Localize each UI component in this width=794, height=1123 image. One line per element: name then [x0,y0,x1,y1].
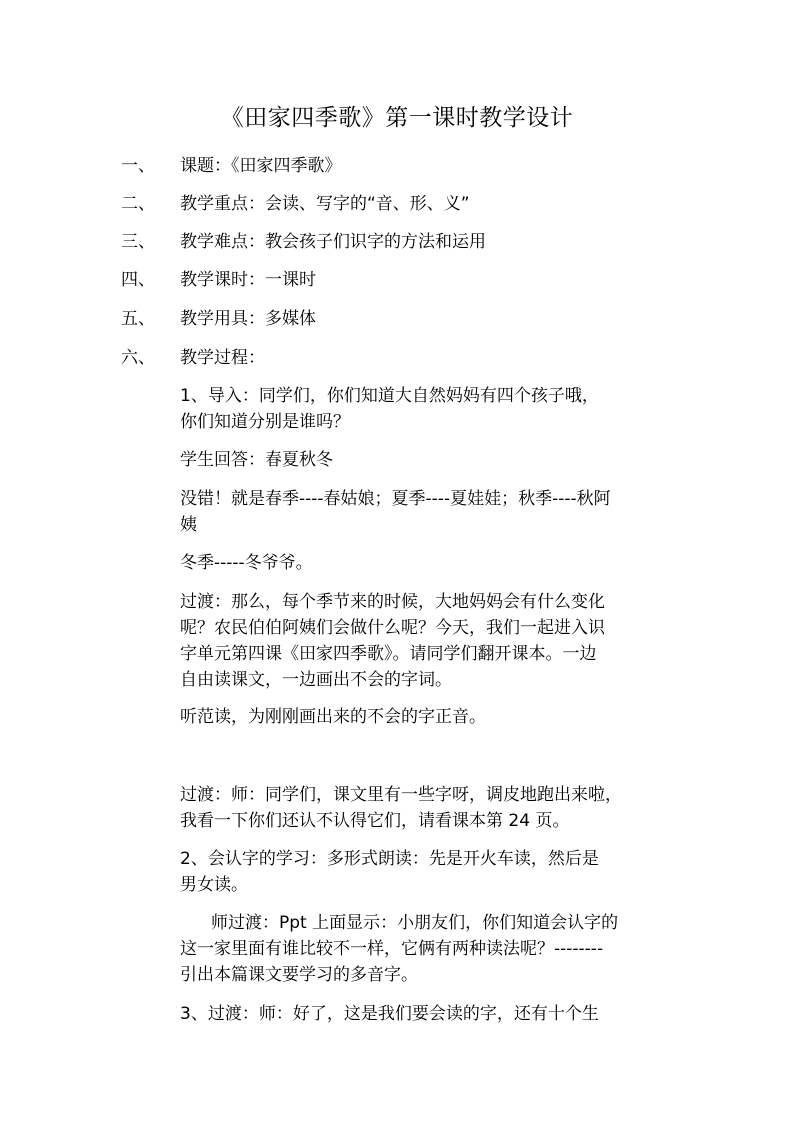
paragraph-line: 没错！就是春季----春姑娘；夏季----夏娃娃；秋季----秋阿 [180,489,611,509]
list-item-topic [121,153,342,179]
paragraph-line: 3、过渡：师：好了，这是我们要会读的字，还有十个生 [180,1004,599,1024]
list-text: 教学重点：会读、写字的“音、形、义” [180,194,470,214]
paragraph-ppt-transition [180,910,678,988]
paragraph-line: 字单元第四课《田家四季歌》。请同学们翻开课本。一边 [180,644,597,664]
paragraph-student-answer [180,447,678,473]
paragraph-line: 引出本篇课文要学习的多音字。 [180,965,418,985]
list-number: 二、 [121,194,155,214]
list-text: 教学课时：一课时 [180,270,316,290]
paragraph-introduction [180,383,678,435]
paragraph-seasons [180,486,678,538]
list-number: 一、 [121,156,155,176]
list-text: 教学用具：多媒体 [180,309,316,329]
list-number: 四、 [121,270,155,290]
list-item-class-hours [121,267,316,293]
paragraph-recognition [180,846,678,898]
list-item-difficulties [121,229,486,255]
paragraph-line: 你们知道分别是谁吗？ [180,412,350,432]
list-item-process [121,345,265,371]
paragraph-winter [180,550,678,576]
paragraph-line: 学生回答：春夏秋冬 [180,450,333,470]
list-number: 三、 [121,232,155,252]
list-text: 课题：《田家四季歌》 [180,156,342,176]
list-number: 六、 [121,348,155,368]
page-title: 《田家四季歌》第一课时教学设计 [220,105,574,131]
paragraph-line: 2、会认字的学习：多形式朗读：先是开火车读，然后是 [180,849,599,869]
paragraph-line: 男女读。 [180,875,248,895]
paragraph-line: 1、导入：同学们，你们知道大自然妈妈有四个孩子哦， [180,386,599,406]
paragraph-line: 我看一下你们还认不认得它们，请看课本第 24 页。 [180,811,570,831]
paragraph-transition-2 [180,782,678,834]
paragraph-transition-1 [180,589,678,693]
paragraph-line: 师过渡：Ppt 上面显示：小朋友们，你们知道会认字的 [211,913,619,933]
paragraph-transition-3 [180,1001,678,1027]
paragraph-line: 自由读课文，一边画出不会的字词。 [180,670,452,690]
paragraph-line: 过渡：师：同学们，课文里有一些字呀，调皮地跑出来啦， [180,785,622,805]
paragraph-line: 冬季-----冬爷爷。 [180,553,313,573]
list-number: 五、 [121,309,155,329]
paragraph-line: 姨 [180,515,197,535]
paragraph-line: 呢？农民伯伯阿姨们会做什么呢？今天，我们一起进入识 [180,618,605,638]
paragraph-line: 这一家里面有谁比较不一样，它俩有两种读法呢？-------- [180,939,604,959]
list-text: 教学过程： [180,348,265,368]
list-item-key-points [121,191,470,217]
list-item-tools [121,306,316,332]
list-text: 教学难点：教会孩子们识字的方法和运用 [180,232,486,252]
paragraph-line: 过渡：那么，每个季节来的时候，大地妈妈会有什么变化 [180,592,605,612]
paragraph-listen-reading [180,704,678,730]
paragraph-line: 听范读，为刚刚画出来的不会的字正音。 [180,707,486,727]
